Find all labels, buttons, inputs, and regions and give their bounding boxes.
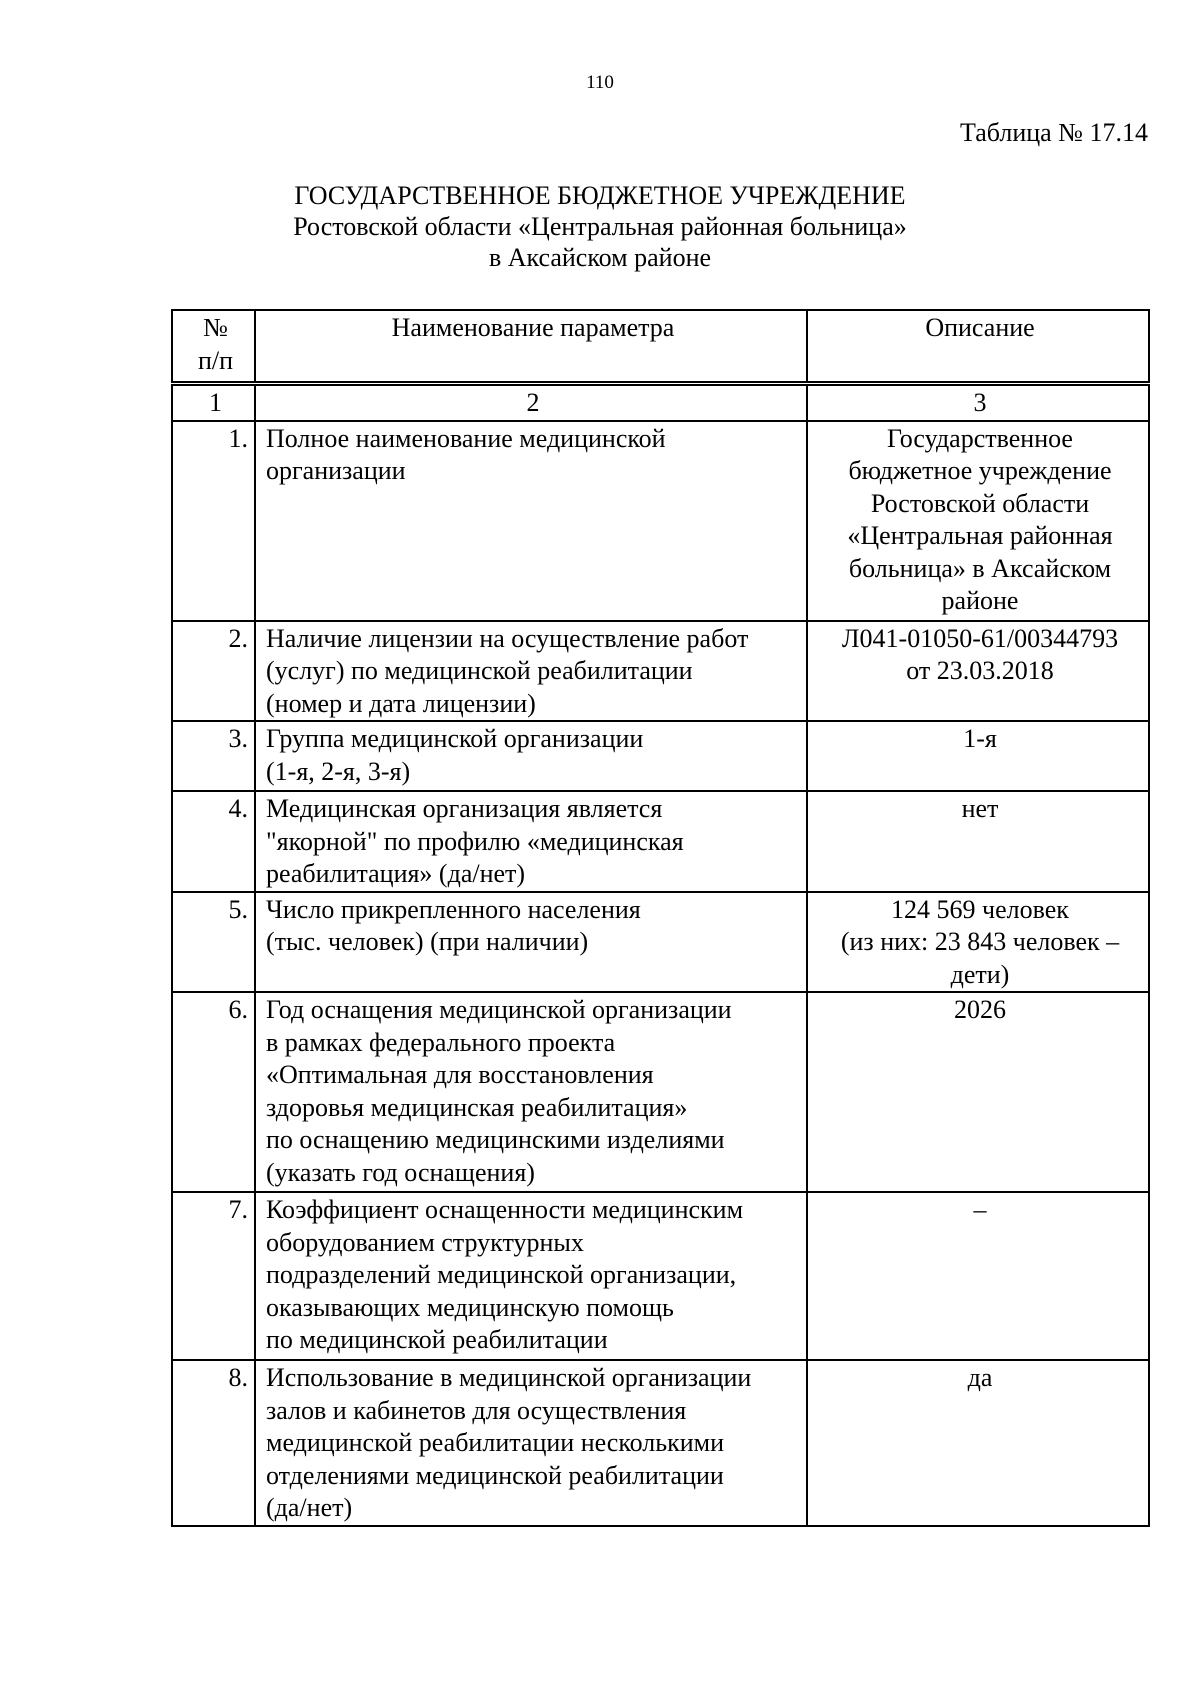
parameter-line: Наличие лицензии на осуществление работ <box>266 623 749 653</box>
description-line: 2026 <box>954 995 1006 1024</box>
parameter-line: по оснащению медицинскими изделиями <box>266 1125 725 1154</box>
column-index-2: 2 <box>255 384 807 421</box>
header-parameter: Наименование параметра <box>255 310 807 384</box>
row-number: 4. <box>172 791 255 892</box>
description-line: от 23.03.2018 <box>906 656 1054 685</box>
row-description <box>807 721 1149 791</box>
parameter-line: (да/нет) <box>266 1493 353 1522</box>
parameter-line: Коэффициент оснащенности медицинским <box>266 1195 744 1224</box>
parameter-line: организации <box>266 456 406 485</box>
parameter-line: Группа медицинской организации <box>266 724 644 753</box>
parameter-line: подразделений медицинской организации, <box>266 1260 737 1289</box>
page-number: 110 <box>586 72 614 93</box>
row-number: 8. <box>172 1360 255 1526</box>
parameter-line: (1-я, 2-я, 3-я) <box>266 756 411 786</box>
description-line: Государственное <box>887 423 1073 453</box>
parameter-line: (услуг) по медицинской реабилитации <box>266 656 693 685</box>
heading-line-3: в Аксайском районе <box>488 243 712 272</box>
table-row <box>172 1192 1149 1360</box>
parameter-line: оборудованием структурных <box>266 1227 584 1257</box>
row-parameter <box>255 791 807 892</box>
row-description <box>807 1192 1149 1360</box>
description-line: больница» в Аксайском <box>848 553 1112 583</box>
table-label: Таблица № 17.14 <box>959 118 1148 147</box>
header-number-line-2: п/п <box>197 345 234 375</box>
parameter-line: по медицинской реабилитации <box>266 1325 608 1354</box>
table-row <box>172 791 1149 892</box>
description-line: Л041-01050-61/00344793 <box>841 623 1119 653</box>
description-line: 1-я <box>963 724 997 753</box>
table-row <box>172 421 1149 621</box>
column-index-row <box>172 384 1149 421</box>
header-number-line-1: № <box>203 313 228 342</box>
table-row <box>172 892 1149 993</box>
row-parameter <box>255 421 807 621</box>
row-parameter <box>255 721 807 791</box>
parameter-line: "якорной" по профилю «медицинская <box>266 826 684 856</box>
parameter-line: здоровья медицинская реабилитация» <box>266 1092 688 1122</box>
table-header-row <box>172 310 1149 384</box>
parameter-line: Полное наименование медицинской <box>266 423 666 453</box>
row-number: 2. <box>172 621 255 722</box>
description-line: да <box>967 1363 993 1392</box>
description-line: районе <box>941 586 1019 615</box>
parameter-line: реабилитация» (да/нет) <box>266 859 526 888</box>
document-heading <box>0 180 1200 273</box>
header-number <box>172 310 255 384</box>
row-description <box>807 992 1149 1192</box>
description-line: нет <box>961 794 999 823</box>
parameter-line: (номер и дата лицензии) <box>266 688 536 718</box>
parameter-line: Число прикрепленного населения <box>266 894 641 924</box>
table-row <box>172 721 1149 791</box>
heading-line-2: Ростовской области «Центральная районная больница» <box>293 212 907 241</box>
row-parameter <box>255 892 807 993</box>
table-row <box>172 1360 1149 1526</box>
table-row <box>172 992 1149 1192</box>
parameters-table <box>171 309 1150 1527</box>
heading-line-1: ГОСУДАРСТВЕННОЕ БЮДЖЕТНОЕ УЧРЕЖДЕНИЕ <box>294 181 906 210</box>
description-line: «Центральная районная <box>847 521 1113 550</box>
row-description <box>807 892 1149 993</box>
row-number: 7. <box>172 1192 255 1360</box>
row-description <box>807 1360 1149 1526</box>
parameter-line: залов и кабинетов для осуществления <box>266 1395 687 1425</box>
description-line: дети) <box>950 959 1010 989</box>
description-line: – <box>973 1195 987 1224</box>
row-number: 6. <box>172 992 255 1192</box>
parameter-line: (указать год оснащения) <box>266 1157 535 1187</box>
row-number: 5. <box>172 892 255 993</box>
row-parameter <box>255 1192 807 1360</box>
description-line: бюджетное учреждение <box>848 456 1112 485</box>
row-parameter <box>255 992 807 1192</box>
table-row <box>172 621 1149 722</box>
parameter-line: «Оптимальная для восстановления <box>266 1060 654 1089</box>
header-description: Описание <box>807 310 1149 384</box>
column-index-3: 3 <box>807 384 1149 421</box>
parameter-line: Использование в медицинской организации <box>266 1363 752 1392</box>
description-line: Ростовской области <box>870 488 1090 518</box>
row-number: 3. <box>172 721 255 791</box>
parameter-line: медицинской реабилитации несколькими <box>266 1428 725 1457</box>
parameter-line: в рамках федерального проекта <box>266 1027 616 1057</box>
parameter-line: Медицинская организация является <box>266 794 663 823</box>
row-description <box>807 421 1149 621</box>
row-number: 1. <box>172 421 255 621</box>
row-parameter <box>255 1360 807 1526</box>
parameter-line: Год оснащения медицинской организации <box>266 995 732 1024</box>
parameter-line: отделениями медицинской реабилитации <box>266 1460 724 1490</box>
row-description <box>807 791 1149 892</box>
parameter-line: оказывающих медицинскую помощь <box>266 1292 674 1322</box>
description-line: (из них: 23 843 человек – <box>840 927 1120 956</box>
description-line: 124 569 человек <box>891 894 1069 924</box>
parameter-line: (тыс. человек) (при наличии) <box>266 927 589 956</box>
column-index-1: 1 <box>172 384 255 421</box>
row-parameter <box>255 621 807 722</box>
row-description <box>807 621 1149 722</box>
